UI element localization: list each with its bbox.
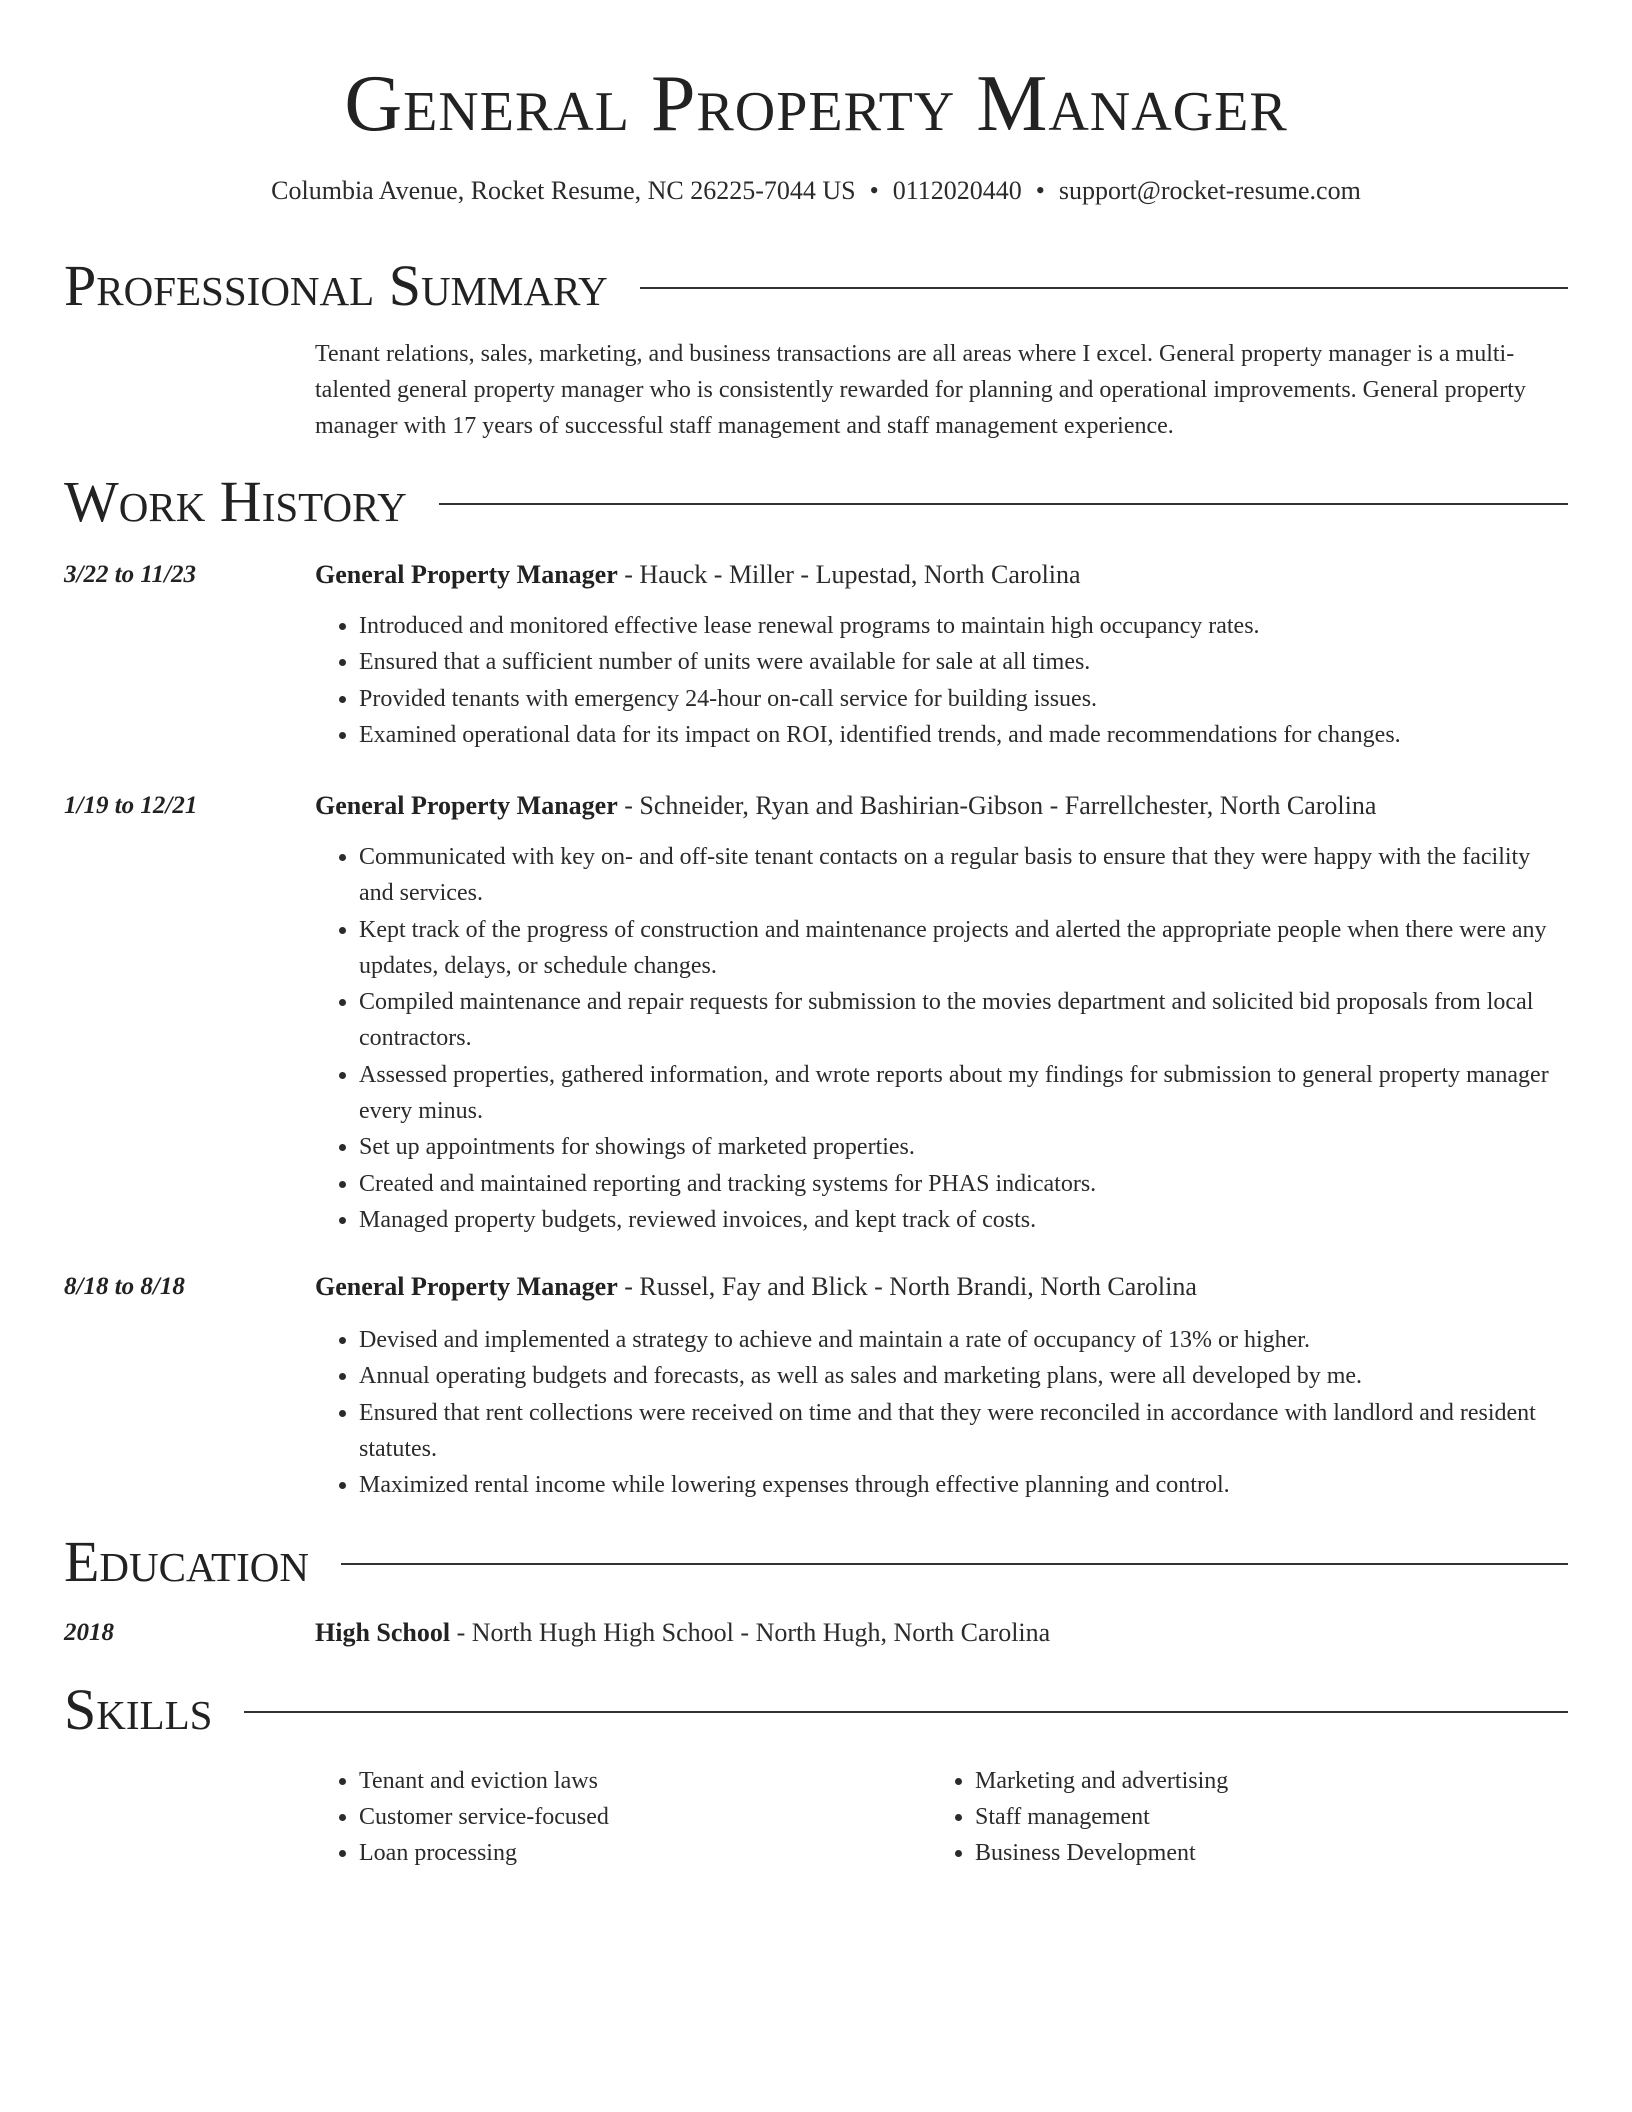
- job-duties-list: [315, 1322, 1568, 1503]
- duty-item: • Annual operating budgets and forecasts, as well as sales and marketing plans, were all developed by me.: [359, 1358, 1568, 1394]
- job-heading: [315, 789, 1376, 823]
- skill-item: • Loan processing: [359, 1835, 875, 1871]
- duty-item: • Examined operational data for its impact on ROI, identified trends, and made recommendations for changes.: [359, 717, 1568, 753]
- job-details: - Schneider, Ryan and Bashirian-Gibson - Farrellchester, North Carolina: [617, 791, 1377, 820]
- summary-text: Tenant relations, sales, marketing, and business transactions are all areas where I excel. General property manager is a multi-talented general property manager who is consistently rewarded for planning and operational improvements. General property manager with 17 years of successful staff management and staff management experience.: [315, 341, 1526, 439]
- section-divider: [244, 1711, 1568, 1713]
- contact-address: Columbia Avenue, Rocket Resume, NC 26225-7044 US: [271, 176, 856, 205]
- job-duties-list: [315, 608, 1568, 753]
- duty-item: • Ensured that a sufficient number of units were available for sale at all times.: [359, 644, 1568, 680]
- section-divider: [341, 1563, 1568, 1565]
- job-details: - Russel, Fay and Blick - North Brandi, North Carolina: [617, 1272, 1197, 1301]
- skill-item: • Customer service-focused: [359, 1799, 875, 1835]
- education-heading: [315, 1616, 1050, 1650]
- duty-item: • Compiled maintenance and repair requests for submission to the movies department and solicited bid proposals from local contractors.: [359, 984, 1568, 1057]
- section-divider: [439, 503, 1568, 505]
- summary-section-title: Professional Summary: [64, 253, 608, 318]
- skills-section-header: [64, 1678, 1568, 1742]
- work-section-header: [64, 470, 1568, 534]
- job-role: General Property Manager: [315, 1272, 618, 1301]
- contact-line: [64, 174, 1568, 208]
- education-degree: High School: [315, 1618, 451, 1647]
- skills-list-left: [315, 1763, 875, 1871]
- contact-phone: 0112020440: [892, 176, 1022, 205]
- resume-name-title: General Property Manager: [344, 60, 1288, 148]
- section-divider: [640, 287, 1568, 289]
- job-role: General Property Manager: [315, 791, 618, 820]
- duty-item: • Communicated with key on- and off-site tenant contacts on a regular basis to ensure that they were happy with the facility and services.: [359, 839, 1568, 912]
- work-section-title: Work History: [64, 469, 407, 534]
- job-heading: [315, 558, 1081, 592]
- skill-item: • Marketing and advertising: [975, 1763, 1491, 1799]
- duty-item: • Maximized rental income while lowering expenses through effective planning and control.: [359, 1467, 1568, 1503]
- education-year: 2018: [64, 1619, 114, 1646]
- job-dates: 8/18 to 8/18: [64, 1273, 185, 1300]
- job-dates: 1/19 to 12/21: [64, 792, 198, 819]
- education-details: - North Hugh High School - North Hugh, North Carolina: [450, 1618, 1051, 1647]
- contact-separator: •: [869, 176, 879, 205]
- job-heading: [315, 1270, 1197, 1304]
- duty-item: • Introduced and monitored effective lease renewal programs to maintain high occupancy rates.: [359, 608, 1568, 644]
- duty-item: • Devised and implemented a strategy to achieve and maintain a rate of occupancy of 13% or higher.: [359, 1322, 1568, 1358]
- duty-item: • Assessed properties, gathered information, and wrote reports about my findings for submission to general property manager every minus.: [359, 1057, 1568, 1130]
- contact-email[interactable]: support@rocket-resume.com: [1058, 176, 1361, 205]
- job-details: - Hauck - Miller - Lupestad, North Carolina: [617, 560, 1081, 589]
- skills-list-right: [931, 1763, 1491, 1871]
- job-role: General Property Manager: [315, 560, 618, 589]
- duty-item: • Kept track of the progress of construction and maintenance projects and alerted the appropriate people when there were any updates, delays, or schedule changes.: [359, 912, 1568, 985]
- skill-item: • Tenant and eviction laws: [359, 1763, 875, 1799]
- skills-section-title: Skills: [64, 1677, 213, 1742]
- duty-item: • Ensured that rent collections were received on time and that they were reconciled in accordance with landlord and resident statutes.: [359, 1395, 1568, 1468]
- duty-item: • Created and maintained reporting and tracking systems for PHAS indicators.: [359, 1166, 1568, 1202]
- duty-item: • Set up appointments for showings of marketed properties.: [359, 1129, 1568, 1165]
- skill-item: • Business Development: [975, 1835, 1491, 1871]
- contact-separator: •: [1035, 176, 1045, 205]
- job-duties-list: [315, 839, 1568, 1238]
- duty-item: • Provided tenants with emergency 24-hour on-call service for building issues.: [359, 681, 1568, 717]
- skill-item: • Staff management: [975, 1799, 1491, 1835]
- education-section-header: [64, 1530, 1568, 1594]
- duty-item: • Managed property budgets, reviewed invoices, and kept track of costs.: [359, 1202, 1568, 1238]
- job-dates: 3/22 to 11/23: [64, 561, 196, 588]
- summary-section-header: [64, 254, 1568, 318]
- education-section-title: Education: [64, 1529, 309, 1594]
